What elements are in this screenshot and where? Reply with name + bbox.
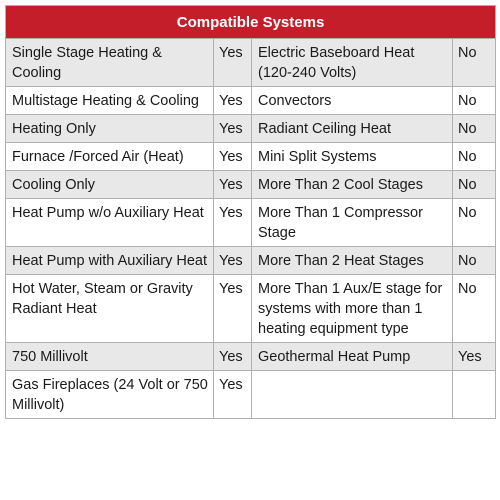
compatibility-value: No [453,115,496,143]
system-name: More Than 1 Aux/E stage for systems with more than 1 heating equipment type [252,275,453,343]
compatibility-value: Yes [214,115,252,143]
system-name: Hot Water, Steam or Gravity Radiant Heat [6,275,214,343]
system-name: Multistage Heating & Cooling [6,87,214,115]
compatibility-value: No [453,199,496,247]
compatibility-value: Yes [214,87,252,115]
compatibility-value: Yes [214,275,252,343]
table-row [6,143,496,171]
table-row [6,87,496,115]
table-row [6,371,496,419]
system-name: Radiant Ceiling Heat [252,115,453,143]
compatibility-value: Yes [453,343,496,371]
compatibility-value: Yes [214,171,252,199]
compatibility-value: No [453,39,496,87]
table-header-row [6,6,496,39]
system-name: Single Stage Heating & Cooling [6,39,214,87]
system-name: More Than 1 Compressor Stage [252,199,453,247]
compatibility-value: No [453,247,496,275]
system-name: Electric Baseboard Heat (120-240 Volts) [252,39,453,87]
system-name: Heat Pump w/o Auxiliary Heat [6,199,214,247]
compatibility-value: Yes [214,343,252,371]
table-row [6,199,496,247]
compatible-systems-table [5,5,496,419]
compatibility-value: No [453,87,496,115]
table-title: Compatible Systems [6,6,496,39]
system-name: Heat Pump with Auxiliary Heat [6,247,214,275]
compatibility-value: Yes [214,199,252,247]
system-name: Heating Only [6,115,214,143]
system-name: More Than 2 Heat Stages [252,247,453,275]
table-row [6,115,496,143]
system-name: Furnace /Forced Air (Heat) [6,143,214,171]
system-name: Convectors [252,87,453,115]
compatibility-value: Yes [214,39,252,87]
system-name: 750 Millivolt [6,343,214,371]
table-row [6,343,496,371]
system-name: Mini Split Systems [252,143,453,171]
compatibility-value: No [453,171,496,199]
compatibility-value: No [453,143,496,171]
compatibility-value: Yes [214,247,252,275]
compatibility-value: Yes [214,371,252,419]
system-name: Cooling Only [6,171,214,199]
system-name: Geothermal Heat Pump [252,343,453,371]
table-row [6,247,496,275]
compatibility-value: No [453,275,496,343]
system-name [252,371,453,419]
table-row [6,275,496,343]
system-name: Gas Fireplaces (24 Volt or 750 Millivolt) [6,371,214,419]
table-row [6,171,496,199]
table-row [6,39,496,87]
system-name: More Than 2 Cool Stages [252,171,453,199]
compatibility-value [453,371,496,419]
compatibility-value: Yes [214,143,252,171]
